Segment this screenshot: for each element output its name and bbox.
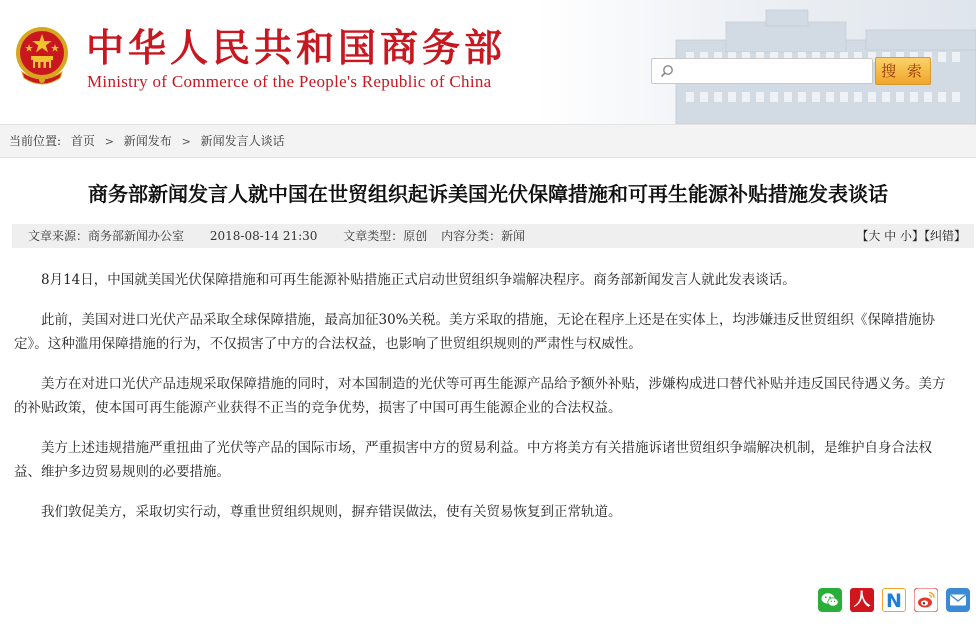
- source-label: 文章来源：: [28, 229, 89, 243]
- breadcrumb-home[interactable]: 首页: [70, 134, 95, 148]
- search-icon: [660, 64, 674, 78]
- paragraph: 美方上述违规措施严重扭曲了光伏等产品的国际市场，严重损害中方的贸易利益。中方将美方有关措施诉诸世贸组织争端解决机制，是维护自身合法权益、维护多边贸易规则的必要措施。: [14, 440, 932, 480]
- breadcrumb: [0, 124, 976, 158]
- paragraph: 美方在对进口光伏产品违规采取保障措施的同时，对本国制造的光伏等可再生能源产品给予额外补贴，涉嫌构成进口替代补贴并违反国民待遇义务。美方的补贴政策，使本国可再生能源产业获得不正当的竞争优势，损害了中国可再生能源企业的合法权益。: [14, 376, 946, 416]
- n-icon[interactable]: N: [882, 588, 906, 612]
- article-body: [14, 268, 958, 540]
- breadcrumb-news-release[interactable]: 新闻发布: [123, 134, 172, 148]
- article-meta-bar: [12, 224, 974, 248]
- breadcrumb-separator: >: [181, 135, 191, 148]
- paragraph: 我们敦促美方，采取切实行动，尊重世贸组织规则，摒弃错误做法，使有关贸易恢复到正常轨道。: [41, 504, 622, 520]
- article-title: 商务部新闻发言人就中国在世贸组织起诉美国光伏保障措施和可再生能源补贴措施发表谈话: [88, 182, 888, 206]
- type-label: 文章类型：: [343, 229, 404, 243]
- wechat-icon[interactable]: [818, 588, 842, 612]
- paragraph: 此前，美国对进口光伏产品采取全球保障措施，最高加征30%关税。美方采取的措施，无论在程序上还是在实体上，均涉嫌违反世贸组织《保障措施协定》。这种滥用保障措施的行为，不仅损害了中方的合法权益，也影响了世贸组织规则的严肃性与权威性。: [14, 312, 936, 352]
- people-icon[interactable]: 人: [850, 588, 874, 612]
- search-input[interactable]: [680, 61, 870, 83]
- breadcrumb-spokesperson-talks[interactable]: 新闻发言人谈话: [200, 134, 285, 148]
- site-header: [0, 0, 976, 124]
- paragraph: 8月14日，中国就美国光伏保障措施和可再生能源补贴措施正式启动世贸组织争端解决程序。商务部新闻发言人就此发表谈话。: [41, 272, 796, 288]
- breadcrumb-label: 当前位置:: [9, 134, 62, 148]
- category-value: 新闻: [501, 229, 526, 243]
- source-value: 商务部新闻办公室: [88, 229, 185, 243]
- breadcrumb-separator: >: [104, 135, 114, 148]
- search-button[interactable]: 搜 索: [875, 57, 931, 85]
- site-subtitle: Ministry of Commerce of the People's Republic of China: [87, 72, 492, 91]
- site-title: 中华人民共和国商务部: [86, 26, 507, 70]
- font-size-controls[interactable]: 【大 中 小】: [856, 229, 924, 243]
- publish-datetime: 2018-08-14 21:30: [209, 229, 318, 243]
- correction-link[interactable]: 【纠错】: [923, 229, 966, 243]
- category-label: 内容分类：: [441, 229, 502, 243]
- search-box: [651, 58, 873, 84]
- weibo-icon[interactable]: [914, 588, 938, 612]
- email-icon[interactable]: [946, 588, 970, 612]
- national-emblem-icon: [12, 22, 72, 88]
- type-value: 原创: [403, 229, 428, 243]
